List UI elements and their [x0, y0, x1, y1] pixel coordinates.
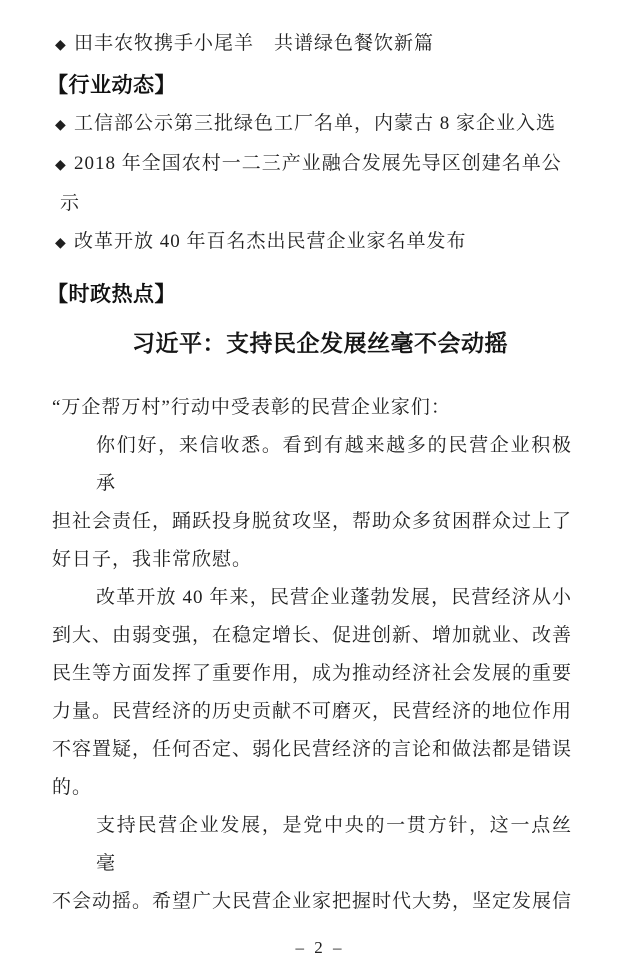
bullet-item	[55, 105, 640, 145]
diamond-bullet-icon: ◆	[55, 118, 66, 133]
bullet-item	[55, 145, 640, 185]
diamond-bullet-icon: ◆	[55, 158, 66, 173]
page-number: – 2 –	[295, 938, 345, 957]
bullet-item-text: 工信部公示第三批绿色工厂名单，内蒙古 8 家企业入选	[74, 113, 557, 134]
article-salutation: “万企帮万村”行动中受表彰的民营企业家们：	[52, 397, 451, 418]
body-line: 改革开放 40 年来，民营企业蓬勃发展，民营经济从小	[96, 587, 572, 608]
body-line: 民生等方面发挥了重要作用，成为推动经济社会发展的重要	[52, 663, 573, 684]
body-line: 不会动摇。希望广大民营企业家把握时代大势，坚定发展信	[52, 891, 573, 912]
body-line: 力量。民营经济的历史贡献不可磨灭，民营经济的地位作用	[52, 701, 573, 722]
bullet-item	[55, 223, 640, 263]
body-line: 你们好，来信收悉。看到有越来越多的民营企业积极承	[96, 435, 572, 494]
bullet-item-text: 田丰农牧携手小尾羊 共谱绿色餐饮新篇	[74, 33, 435, 54]
section-header-industry: 【行业动态】	[47, 74, 176, 97]
body-line: 到大、由弱变强，在稳定增长、促进创新、增加就业、改善	[52, 625, 573, 646]
diamond-bullet-icon: ◆	[55, 236, 66, 251]
bullet-item-text: 2018 年全国农村一二三产业融合发展先导区创建名单公	[74, 153, 562, 174]
body-line: 担社会责任，踊跃投身脱贫攻坚，帮助众多贫困群众过上了	[52, 511, 573, 532]
bullet-item-continuation: 示	[60, 193, 81, 214]
diamond-bullet-icon: ◆	[55, 38, 66, 53]
bullet-item	[55, 25, 640, 65]
body-line: 支持民营企业发展，是党中央的一贯方针，这一点丝毫	[96, 815, 572, 874]
article-title: 习近平：支持民企发展丝毫不会动摇	[132, 331, 508, 356]
bullet-item-text: 改革开放 40 年百名杰出民营企业家名单发布	[74, 231, 467, 252]
body-line: 不容置疑，任何否定、弱化民营经济的言论和做法都是错误	[52, 739, 573, 760]
section-header-politics: 【时政热点】	[47, 283, 176, 306]
body-line: 好日子，我非常欣慰。	[52, 549, 253, 570]
body-line: 的。	[52, 777, 93, 798]
